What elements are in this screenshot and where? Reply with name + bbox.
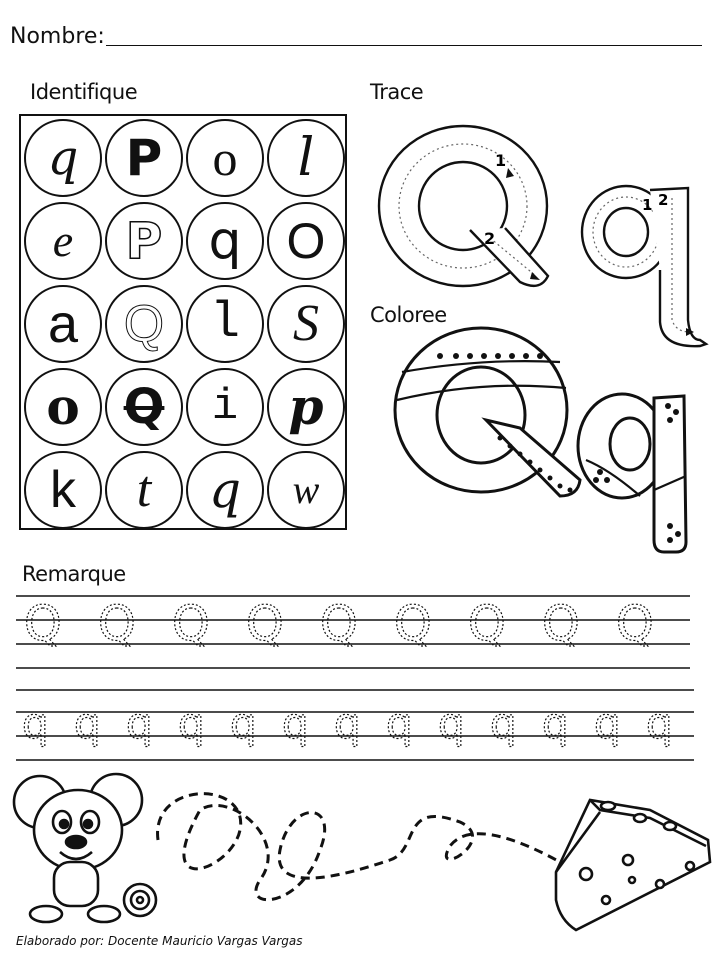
dotted-trace-letter: q bbox=[74, 699, 101, 748]
letter-glyph: O bbox=[286, 213, 326, 269]
letter-glyph: Q bbox=[123, 379, 165, 435]
letter-glyph: p bbox=[288, 377, 324, 436]
trace-step-number: 1 bbox=[495, 151, 507, 170]
dotted-trace-letter: q bbox=[490, 699, 517, 748]
dotted-trace-letter: Q bbox=[98, 596, 136, 652]
dotted-trace-letter: Q bbox=[542, 596, 580, 652]
letter-glyph: e bbox=[52, 215, 74, 266]
author-credit: Elaborado por: Docente Mauricio Vargas Vargas bbox=[16, 934, 303, 948]
dotted-trace-letter: q bbox=[438, 699, 465, 748]
letter-glyph: P bbox=[125, 212, 163, 270]
dotted-trace-letter: q bbox=[386, 699, 413, 748]
letter-glyph: w bbox=[292, 467, 320, 512]
dotted-trace-letter: Q bbox=[246, 596, 284, 652]
letter-glyph: q bbox=[208, 211, 242, 271]
letter-glyph: P bbox=[125, 129, 163, 187]
dotted-trace-letter: Q bbox=[616, 596, 654, 652]
trace-section-title: Trace bbox=[370, 80, 424, 104]
letter-glyph: Q bbox=[123, 295, 165, 353]
trace-step-number: 2 bbox=[658, 191, 669, 209]
dotted-trace-letter: q bbox=[282, 699, 309, 748]
trace-step-number: 2 bbox=[484, 229, 496, 248]
dotted-trace-letter: q bbox=[22, 699, 49, 748]
dotted-trace-letter: q bbox=[178, 699, 205, 748]
dotted-trace-letter: Q bbox=[320, 596, 358, 652]
dotted-trace-letter: q bbox=[594, 699, 621, 748]
dotted-trace-letter: Q bbox=[172, 596, 210, 652]
maze-dashed-path[interactable] bbox=[158, 794, 560, 900]
dotted-trace-letter: Q bbox=[468, 596, 506, 652]
letter-glyph: q bbox=[208, 461, 241, 519]
dotted-trace-letter: q bbox=[542, 699, 569, 748]
cheese-illustration bbox=[556, 800, 710, 930]
dotted-trace-letter: q bbox=[646, 699, 673, 748]
dotted-trace-letter: Q bbox=[24, 596, 62, 652]
dotted-trace-letter: Q bbox=[394, 596, 432, 652]
name-label: Nombre: bbox=[10, 24, 105, 49]
letter-glyph: o bbox=[46, 377, 80, 436]
letter-glyph: l bbox=[209, 295, 240, 352]
letter-glyph: o bbox=[212, 130, 238, 186]
letter-glyph: l bbox=[297, 128, 315, 188]
letter-glyph: S bbox=[293, 295, 319, 352]
dotted-trace-letter: q bbox=[334, 699, 361, 748]
mouse-illustration bbox=[14, 774, 156, 922]
identify-section-title: Identifique bbox=[30, 80, 138, 104]
letter-glyph: q bbox=[47, 130, 79, 186]
dotted-trace-letter: q bbox=[230, 699, 257, 748]
trace-step-number: 1 bbox=[642, 196, 653, 214]
retrace-section-title: Remarque bbox=[22, 562, 126, 586]
letter-glyph: a bbox=[47, 294, 79, 354]
letter-glyph: k bbox=[50, 461, 76, 519]
letter-glyph: t bbox=[136, 461, 152, 518]
color-section-title: Coloree bbox=[370, 303, 447, 327]
dotted-trace-letter: q bbox=[126, 699, 153, 748]
letter-glyph: i bbox=[211, 382, 239, 432]
